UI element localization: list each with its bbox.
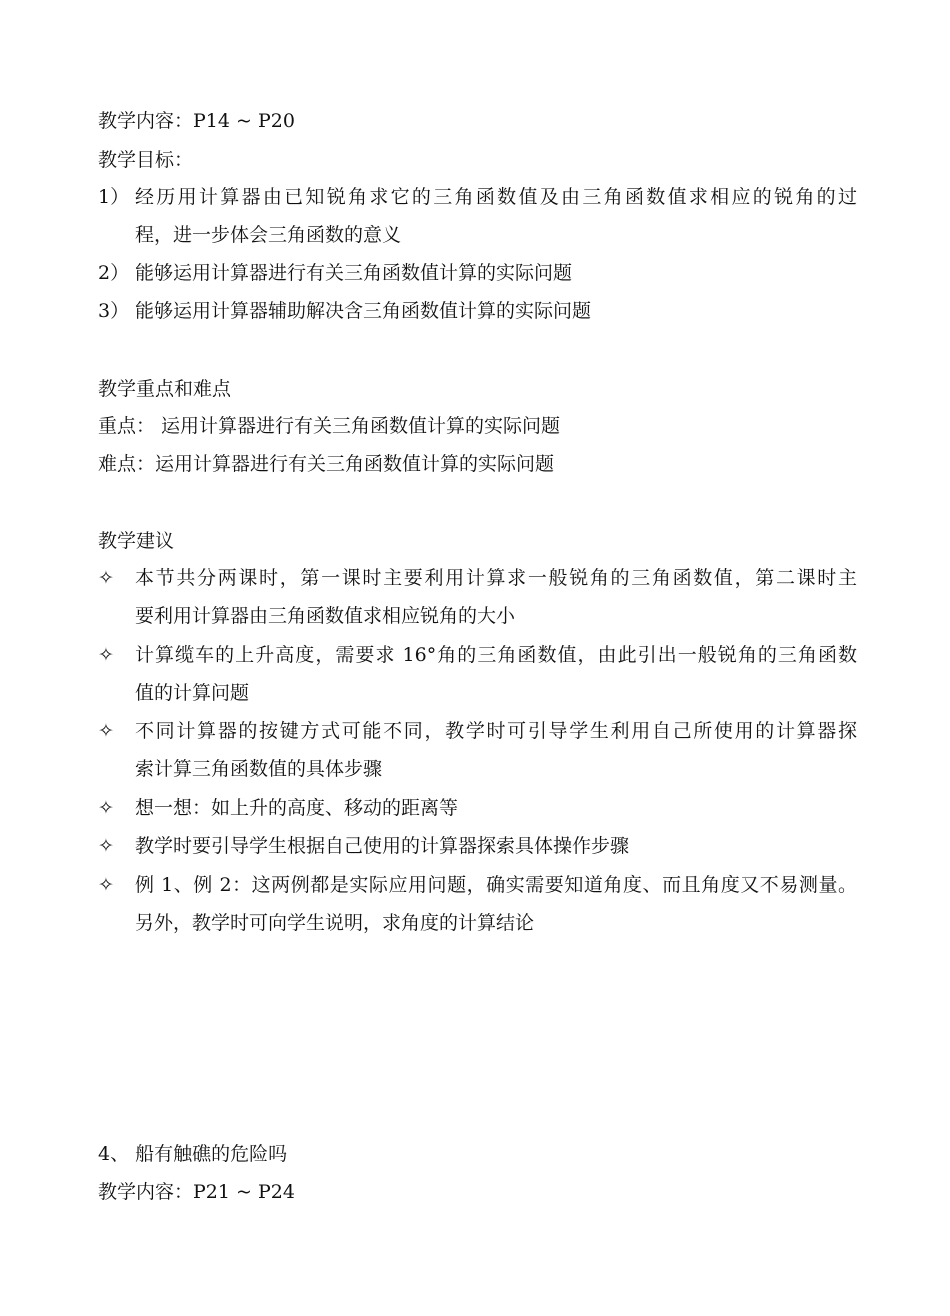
goal-marker: 2） [98, 262, 130, 284]
suggestion-text-line1: 计算缆车的上升高度，需要求 16°角的三角函数值，由此引出一般锐角的三角函数 [135, 644, 857, 666]
bullet-icon: ✧ [98, 720, 114, 742]
teaching-content: 教学内容：P21 ~ P24 [98, 1181, 295, 1203]
goal-text-line1: 经历用计算器由已知锐角求它的三角函数值及由三角函数值求相应的锐角的过 [135, 186, 857, 208]
goals-heading: 教学目标： [98, 149, 194, 171]
keypoints-heading: 教学重点和难点 [98, 378, 232, 400]
suggestion-text-line2: 索计算三角函数值的具体步骤 [135, 758, 383, 780]
goal-text-line1: 能够运用计算器辅助解决含三角函数值计算的实际问题 [135, 300, 592, 322]
goal-text-line2: 程，进一步体会三角函数的意义 [135, 224, 402, 246]
suggestion-text-line1: 不同计算器的按键方式可能不同，教学时可引导学生利用自己所使用的计算器探 [135, 720, 857, 742]
suggestion-text-line2: 另外，教学时可向学生说明，求角度的计算结论 [135, 912, 535, 934]
suggestion-text-line2: 要利用计算器由三角函数值求相应锐角的大小 [135, 605, 516, 627]
bullet-icon: ✧ [98, 835, 114, 857]
bullet-icon: ✧ [98, 797, 114, 819]
suggestions-heading: 教学建议 [98, 530, 175, 552]
goal-text-line1: 能够运用计算器进行有关三角函数值计算的实际问题 [135, 262, 573, 284]
bullet-icon: ✧ [98, 567, 114, 589]
teaching-content: 教学内容：P14 ~ P20 [98, 110, 295, 132]
goal-item [98, 184, 858, 248]
suggestion-text-line1: 本节共分两课时，第一课时主要利用计算求一般锐角的三角函数值，第二课时主 [135, 567, 857, 589]
goal-marker: 3） [98, 300, 130, 322]
difficulty-text: 难点：运用计算器进行有关三角函数值计算的实际问题 [98, 453, 555, 475]
suggestion-item [98, 718, 858, 782]
suggestion-item [98, 795, 858, 821]
suggestion-item [98, 642, 858, 706]
suggestion-text-line1: 例 1、例 2：这两例都是实际应用问题，确实需要知道角度、而且角度又不易测量。 [135, 874, 857, 896]
bullet-icon: ✧ [98, 874, 114, 896]
suggestion-text-line2: 值的计算问题 [135, 682, 250, 704]
suggestion-item [98, 872, 858, 936]
suggestion-text-line1: 教学时要引导学生根据自己使用的计算器探索具体操作步骤 [135, 835, 630, 857]
goal-item [98, 298, 858, 324]
focus-text: 重点： 运用计算器进行有关三角函数值计算的实际问题 [98, 415, 561, 437]
suggestion-item [98, 565, 858, 629]
goal-marker: 1） [98, 186, 130, 208]
suggestion-text-line1: 想一想：如上升的高度、移动的距离等 [135, 797, 459, 819]
goal-item [98, 260, 858, 286]
section-heading: 4、 船有触礁的危险吗 [98, 1143, 288, 1165]
suggestion-item [98, 833, 858, 859]
bullet-icon: ✧ [98, 644, 114, 666]
